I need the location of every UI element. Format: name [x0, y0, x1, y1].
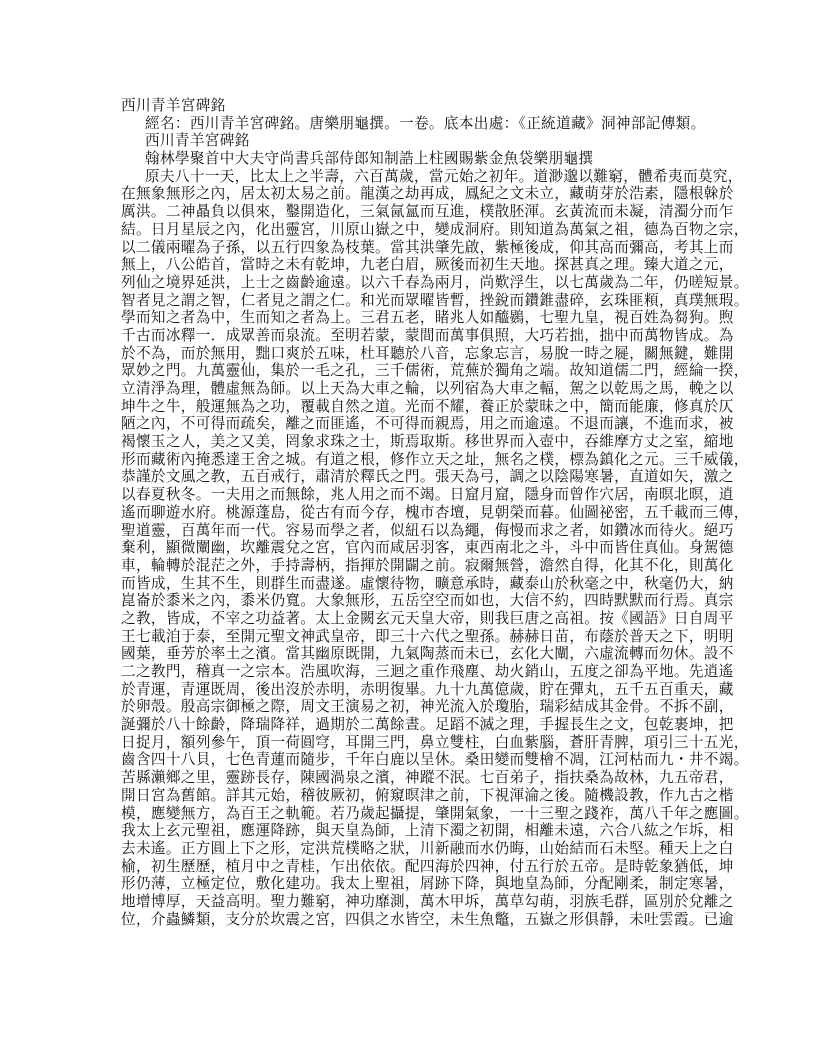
- paragraph-line: 棄利，顯微闡幽，坎離震兌之宮，官內而咸居羽客，東西南北之斗，斗中而皆住真仙。身駕德: [121, 539, 734, 557]
- paragraph-first-line: 原夫八十一天，比太上之半壽，六百萬歲，當元始之初年。道渺邈以難窮，體希夷而莫究，: [145, 167, 743, 185]
- paragraph-line: 王七載洎于泰，至開元聖文神武皇帝，即三十六代之聖孫。赫赫日苗，布蔭於普天之下，明明: [121, 627, 734, 645]
- paragraph-line: 誕彌於八十餘齡，降瑞降祥，過期於二萬餘晝。足蹈不滅之理，手握長生之文，包乾裹坤，把: [121, 716, 734, 734]
- paragraph-line: 日捉月，額列參午，頂一荷圓穹，耳開三門，鼻立雙柱，白血紫腦，蒼肝青脾，項引三十五光，: [121, 733, 749, 751]
- paragraph-line: 聖道靈，百萬年而一代。容易而學之者，似紐石以為繩，侮慢而求之者，如鑽冰而待火。絕巧: [121, 521, 734, 539]
- paragraph-line: 在無象無形之內，居太初太易之前。龍漢之劫再成，鳳紀之文未立，藏萌芽於浩素，隱根榦於: [121, 185, 734, 203]
- paragraph-line: 坤牛之牛，般運無為之功，覆載自然之道。光而不耀，養正於蒙昧之中，簡而能廉，修真於仄: [121, 397, 734, 415]
- author-attribution: 翰林學聚首中大夫守尚書兵部侍郎知制誥上柱國賜紫金魚袋樂朋龜撰: [145, 150, 594, 168]
- paragraph-line: 於青運，青運既周，後出沒於赤明，赤明復畢。九十九萬億歲，貯在彈丸，五千五百重天，藏: [121, 680, 734, 698]
- paragraph-line: 開日宮為舊館。詳其元始，稽彼厥初，俯窺暝津之前，下視渾淪之後。隨機設教，作九古之楷: [121, 786, 734, 804]
- paragraph-line: 陋之內，不可得而疏矣，離之而匪遙，不可得而親焉，用之而逾遠。不退而讓，不進而求，被: [121, 415, 734, 433]
- paragraph-line: 千古而冰釋一．成眾善而泉流。至明若蒙，蒙間而萬事俱照，大巧若拙，拙中而萬物皆成。為: [121, 326, 734, 344]
- paragraph-line: 地增博厚，天益高明。聖力難窮，神功靡測，萬木甲坼，萬草勾萌，羽族毛群，區別於兌離之: [121, 892, 734, 910]
- paragraph-line: 褐懷玉之人，美之又美，罔象求珠之士，斯焉取斯。移世界而入壺中，吞維摩方丈之室，縮地: [121, 433, 734, 451]
- paragraph-line: 眾妙之門。九萬靈仙，集於一毛之孔，三千儒術，荒蕪於獨角之端。故知道儒二門，經綸一揆，: [121, 362, 749, 380]
- paragraph-line: 厲洪。二神贔負以俱來，鑿開造化，三氣氤氳而互進，樸散胚渾。玄黃流而未凝，清濁分而乍: [121, 203, 734, 221]
- paragraph-line: 智者見之謂之智，仁者見之謂之仁。和光而眾曜皆暫，挫銳而鑽錐盡碎，玄珠匪頪，真璞無瑕。: [121, 291, 749, 309]
- paragraph-line: 形而藏術內掩悉達王舍之城。有道之根，修作立天之址，無名之樸，標為鎮化之元。三千威儀，: [121, 450, 749, 468]
- paragraph-line: 以二儀兩曜為子孫，以五行四象為枝葉。當其洪肇先啟，紫極後成，仰其高而彌高，考其上而: [121, 238, 734, 256]
- paragraph-line: 車，輪轉於混茫之外，手持壽柄，指揮於開闢之前。寂爾無營，澹然自得，化其不化，則萬化: [121, 556, 734, 574]
- paragraph-line: 去未遙。正方圓上下之形，定洪荒樸略之狀，川新融而水仍晦，山始結而石未堅。種天上之白: [121, 839, 734, 857]
- paragraph-line: 榆，初生歷歷，植月中之青桂，乍出依依。配四海於四神，付五行於五帝。是時乾象猶低，坤: [121, 857, 734, 875]
- paragraph-line: 模，應變無方，為百王之軌範。若乃歲起攝提，肇開氣象，一十三聖之踐祚，萬八千年之應圖。: [121, 804, 749, 822]
- paragraph-line: 遙而聊遊水府。桃源蓬島，從古有而今存，槐市杏壇，見朝榮而暮。仙圖祕密，五千載而三傳，: [121, 503, 749, 521]
- paragraph-line: 國葉，垂芳於率土之濱。當其幽原既開，九氣陶蒸而未已，玄化大闡，六虛流轉而勿休。設不: [121, 645, 734, 663]
- paragraph-line: 學而知之者為中，生而知之者為上。三君五老，睹兆人如醯鷃，七聖九皇，視百姓為芻狗。煦: [121, 309, 734, 327]
- paragraph-line: 我太上玄元聖祖，應運降跡，與天皇為師，上清下濁之初開，相離未遠，六合八紘之乍坼，相: [121, 822, 734, 840]
- paragraph-line: 列仙之境界延洪，上士之齒齡逾遠。以六千春為兩月，尚歎浮生，以七萬歲為二年，仍嗟短景。: [121, 273, 749, 291]
- document-title: 西川青羊宮碑銘: [121, 97, 226, 114]
- document-page: [121, 97, 749, 928]
- paragraph-line: 於卵殼。殷高宗御極之際，周文王演易之初，神光流入於瓊胎，瑞彩結成其金骨。不拆不副，: [121, 698, 734, 716]
- scripture-metadata: 經名：西川青羊宮碑銘。唐樂朋龜撰。一卷。底本出處：《正統道藏》洞神部記傳類。: [145, 114, 706, 132]
- inscription-title: 西川青羊宮碑銘: [145, 132, 250, 150]
- paragraph-line: 苦縣瀨鄉之里，靈跡長存，陳國渦泉之濱，神蹤不泯。七百弟子，指扶桑為故林，九五帝君，: [121, 769, 734, 787]
- paragraph-line: 立清淨為理，體虛無為師。以上天為大車之輪，以列宿為大車之輻，駕之以乾馬之馬，輓之以: [121, 380, 734, 397]
- paragraph-line: 恭謹於文風之教，五百戒行，肅清於釋氏之門。張天為弓，調之以陰陽寒暑，直道如矢，激之: [121, 468, 734, 486]
- paragraph-line: 形仍薄，立極定位，敷化建功。我太上聖祖，屑跡下降，與地皇為師，分配剛柔，制定寒暑，: [121, 875, 734, 893]
- paragraph-line: 齒含四十八貝，七色青蓮而隨步，千年白鹿以呈休。桑田變而雙檜不凋，江河枯而九・井不竭。: [121, 751, 749, 769]
- paragraph-line: 於不為，而於無用，黜口爽於五味，杜耳聽於八音，忘象忘言，易脫一時之屣，關無鍵，難開: [121, 344, 734, 362]
- paragraph-line: 二之教門，稽真一之宗本。浩風吹海，三迴之重作飛塵、劫火銷山，五度之卻為平地。先逍遙: [121, 663, 734, 680]
- body-text: [121, 167, 749, 929]
- paragraph-line: 以春夏秋冬。一夫用之而無餘，兆人用之而不竭。日窟月窟，隱身而曾作穴居，南暝北暝，逍: [121, 486, 734, 504]
- paragraph-line: 位，介蟲鱗類，支分於坎震之宮，四俱之水皆空，未生魚鼈，五嶽之形俱靜，未吐雲霞。已逾: [121, 910, 734, 928]
- paragraph-line: 無上，八公皓首，當時之未有乾坤，九老白眉，厥後而初生天地。探甚真之理。臻大道之元，: [121, 256, 734, 274]
- paragraph-line: 結。日月星辰之內，化出靈宮，川原山嶽之中，變成洞府。則知道為萬氣之祖，德為百物之宗，: [121, 220, 749, 238]
- paragraph-line: 而皆成，生其不生，則群生而盡遂。虛懷待物，曠意承時，藏泰山於秋毫之中，秋毫仍大，納: [121, 574, 734, 592]
- paragraph-line: 崑崙於黍米之內，黍米仍寬。大象無形，五岳空空而如也，大信不約，四時默默而行焉。真宗: [121, 592, 734, 610]
- paragraph-line: 之教，皆成，不宰之功益著。太上金闕玄元天皇大帝，則我巨唐之高祖。按《國語》日自周平: [121, 609, 734, 627]
